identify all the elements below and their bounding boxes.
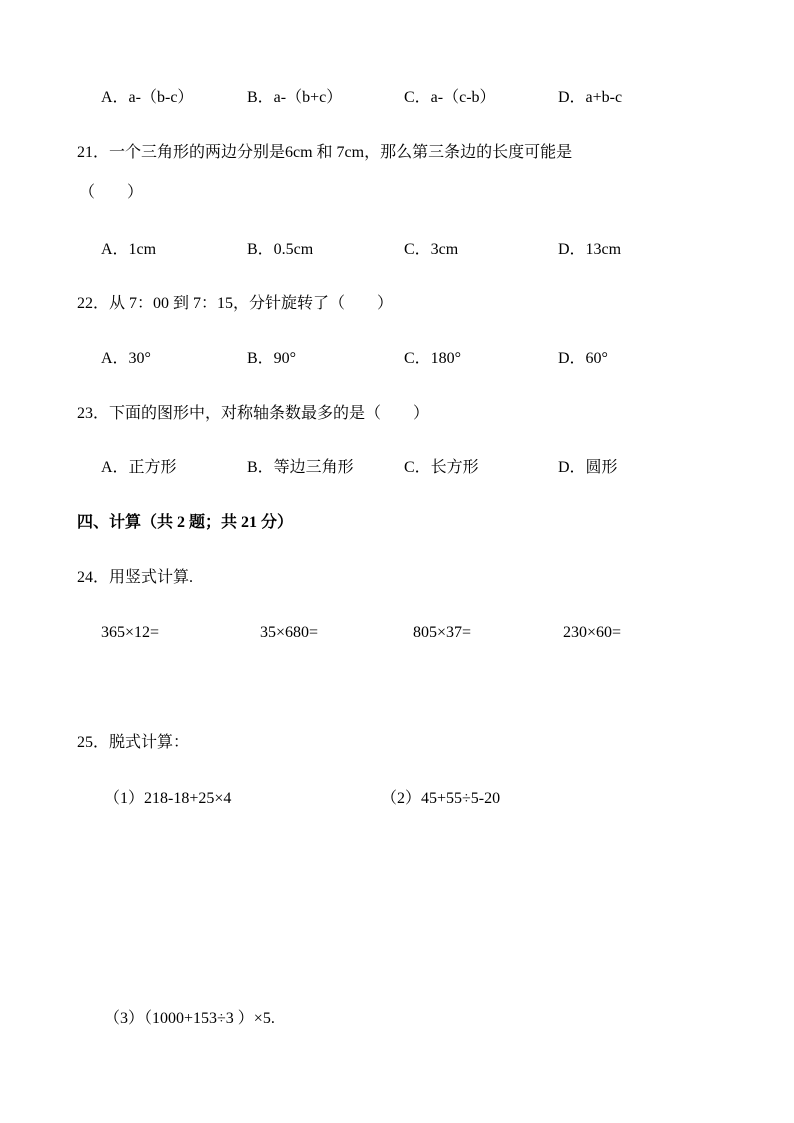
- q24-item-3: 805×37=: [413, 624, 472, 641]
- q24-item-1: 365×12=: [101, 624, 160, 641]
- q20-option-b: B．a-（b+c）: [247, 89, 343, 106]
- q22-option-b: B．90°: [247, 350, 297, 367]
- q22-option-a: A．30°: [101, 350, 151, 367]
- q23-option-d: D．圆形: [558, 459, 618, 476]
- q25-item-2: （2）45+55÷5-20: [381, 790, 501, 807]
- q22-option-c: C．180°: [404, 350, 462, 367]
- q21-option-c: C．3cm: [404, 241, 459, 258]
- q21-answer-blank: （ ）: [79, 184, 144, 201]
- q24-item-2: 35×680=: [260, 624, 319, 641]
- q22-stem: 22．从 7：00 到 7：15，分针旋转了（ ）: [77, 295, 394, 312]
- q21-option-a: A．1cm: [101, 241, 157, 258]
- q20-option-d: D．a+b-c: [558, 89, 623, 106]
- q24-stem: 24．用竖式计算.: [77, 569, 194, 586]
- q23-option-c: C．长方形: [404, 459, 479, 476]
- q22-option-d: D．60°: [558, 350, 608, 367]
- q23-option-a: A．正方形: [101, 459, 177, 476]
- q21-option-b: B．0.5cm: [247, 241, 314, 258]
- q20-option-a: A．a-（b-c）: [101, 89, 194, 106]
- q23-option-b: B．等边三角形: [247, 459, 354, 476]
- q25-stem: 25．脱式计算：: [77, 734, 190, 751]
- q25-item-1: （1）218-18+25×4: [104, 790, 232, 807]
- q23-stem: 23．下面的图形中，对称轴条数最多的是（ ）: [77, 405, 430, 422]
- q20-option-c: C．a-（c-b）: [404, 89, 496, 106]
- q21-stem: 21．一个三角形的两边分别是6cm 和 7cm，那么第三条边的长度可能是: [77, 144, 573, 161]
- q24-item-4: 230×60=: [563, 624, 622, 641]
- q25-item-3: （3）（1000+153÷3 ）×5.: [104, 1010, 275, 1027]
- section-heading: 四、计算（共 2 题；共 21 分）: [77, 514, 294, 531]
- q21-option-d: D．13cm: [558, 241, 622, 258]
